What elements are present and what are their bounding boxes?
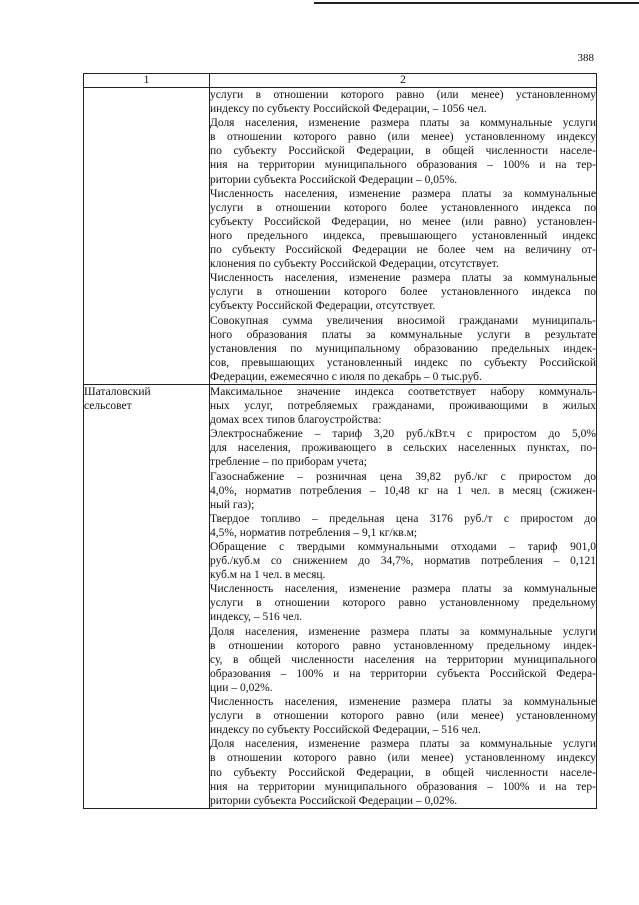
municipality-cell (84, 384, 210, 808)
description-paragraph (210, 540, 596, 582)
text-line: субъекту Российской Федерации, но менее (или равно) установлен- (210, 215, 596, 228)
municipality-cell (84, 88, 210, 385)
description-paragraph (210, 187, 596, 272)
table-row (84, 384, 597, 808)
text-line: образования – 100% и на территории субъекта Российской Федера- (210, 667, 596, 680)
description-paragraph (210, 385, 596, 427)
text-line: ритории субъекта Российской Федерации – 0,05%. (210, 173, 458, 186)
text-line: требление – по приборам учета; (210, 456, 367, 469)
description-paragraph (210, 582, 596, 624)
description-paragraph (210, 88, 596, 116)
text-line: Доля населения, изменение размера платы за коммунальные услуги (210, 738, 596, 751)
text-line: клонения по субъекту Российской Федерации, отсутствует. (210, 258, 499, 271)
text-line: услуги в отношении которого более установленного индекса по (210, 286, 596, 299)
text-line: Электроснабжение – тариф 3,20 руб./кВт.ч с приростом до 5,0% (210, 428, 596, 441)
column-header-1: 1 (84, 74, 210, 88)
data-table (83, 73, 597, 809)
text-line: по субъекту Российской Федерации, в общей численности населе- (210, 145, 596, 158)
text-line: в отношении которого равно (или менее) установленному индексу (210, 131, 596, 144)
text-line: су, в общей численности населения на территории муниципального (210, 653, 596, 666)
text-line: куб.м на 1 чел. в месяц. (210, 569, 326, 582)
text-line: ния на территории муниципального образования – 100% и на тер- (210, 159, 596, 172)
text-line: ных услуг, потребляемых гражданами, проживающими в жилых (210, 400, 596, 413)
text-line: по субъекту Российской Федерации не более чем на величину от- (210, 244, 596, 257)
description-paragraph (210, 695, 596, 737)
description-paragraph (210, 271, 596, 313)
text-line: ния на территории муниципального образования – 100% и на тер- (210, 780, 596, 793)
text-line: Максимальное значение индекса соответствует набору коммуналь- (210, 385, 596, 398)
text-line: Федерации, ежемесячно с июля по декабрь – 0 тыс.руб. (210, 370, 482, 383)
text-line: Численность населения, изменение размера платы за коммунальные (210, 696, 596, 709)
text-line: домах всех типов благоустройства: (210, 414, 382, 427)
text-line: для населения, проживающего в сельских населенных пунктах, по- (210, 442, 596, 455)
text-line: индексу по субъекту Российской Федерации, – 516 чел. (210, 724, 481, 737)
text-line: индексу по субъекту Российской Федерации, – 1056 чел. (210, 103, 487, 116)
text-line: ритории субъекта Российской Федерации – 0,02%. (210, 794, 458, 807)
text-line: ного предельного индекса, превышающего установленный индекс (210, 229, 596, 242)
text-line: Твердое топливо – предельная цена 3176 руб./т с приростом до (210, 512, 596, 525)
text-line: Обращение с твердыми коммунальными отходами – тариф 901,0 (210, 541, 596, 553)
description-paragraph (210, 625, 596, 695)
text-line: услуги в отношении которого равно (или менее) установленному (210, 710, 596, 723)
text-line: услуги в отношении которого равно (или менее) установленному (210, 89, 596, 101)
description-paragraph (210, 512, 596, 540)
text-line: ного образования платы за коммунальные услуги в результате (210, 328, 596, 341)
text-line: руб./куб.м со снижением до 34,7%, норматив потребления – 0,121 (210, 555, 596, 568)
column-header-2: 2 (210, 74, 597, 88)
text-line: Численность населения, изменение размера платы за коммунальные (210, 187, 596, 200)
text-line: услуги в отношении которого равно установленному предельному (210, 597, 596, 610)
text-line: индексу, – 516 чел. (210, 611, 303, 624)
description-paragraph (210, 427, 596, 469)
description-paragraph (210, 470, 596, 512)
text-line: установления по муниципальному образованию предельных индек- (210, 342, 596, 355)
text-line: Доля населения, изменение размера платы за коммунальные услуги (210, 117, 596, 130)
text-line: ный газ); (210, 498, 255, 511)
text-line: 4,0%, норматив потребления – 10,48 кг на 1 чел. в месяц (сжижен- (210, 484, 596, 497)
text-line: в отношении которого равно установленному предельному индек- (210, 639, 596, 652)
description-paragraph (210, 737, 596, 807)
top-rule (314, 2, 639, 4)
header-row (84, 74, 597, 88)
description-cell (210, 88, 597, 385)
text-line: Доля населения, изменение размера платы за коммунальные услуги (210, 625, 596, 638)
text-line: услуги в отношении которого более установленного индекса по (210, 201, 596, 214)
municipality-name-line: Шаталовский (84, 385, 151, 398)
text-line: в отношении которого равно (или менее) установленному индексу (210, 752, 596, 765)
text-line: Совокупная сумма увеличения вносимой гражданами муниципаль- (210, 314, 596, 327)
text-line: по субъекту Российской Федерации, в общей численности населе- (210, 766, 596, 779)
description-paragraph (210, 116, 596, 186)
text-line: Численность населения, изменение размера платы за коммунальные (210, 272, 596, 285)
text-line: Газоснабжение – розничная цена 39,82 руб./кг с приростом до (210, 470, 596, 483)
description-paragraph (210, 314, 596, 384)
table-body (84, 88, 597, 809)
text-line: субъекту Российской Федерации, отсутствует. (210, 300, 436, 313)
text-line: сов, превышающих установленный индекс по субъекту Российской (210, 356, 596, 369)
text-line: 4,5%, норматив потребления – 9,1 кг/кв.м; (210, 526, 418, 539)
text-line: ции – 0,02%. (210, 681, 273, 694)
description-cell (210, 384, 597, 808)
text-line: Численность населения, изменение размера платы за коммунальные (210, 583, 596, 596)
municipality-name-line: сельсовет (84, 399, 132, 412)
table-row (84, 88, 597, 385)
page-number: 388 (577, 52, 594, 64)
